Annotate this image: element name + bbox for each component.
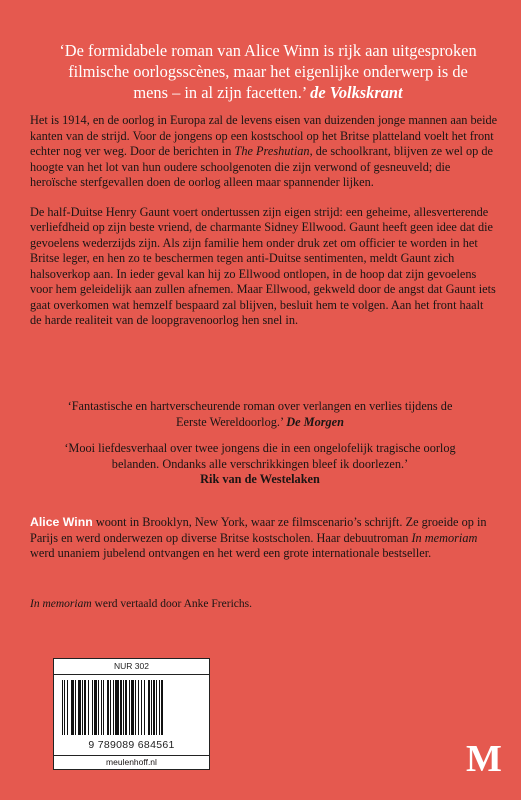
featured-quote-text: ‘De formidabele roman van Alice Winn is rijk aan uitgesproken filmische oorlogsscènes, maar het eigenlijke onderwerp is de mens – in al zijn facetten.’ bbox=[59, 41, 477, 102]
author-name: Alice Winn bbox=[30, 515, 93, 529]
author-bio-text-a: woont in Brooklyn, New York, waar ze filmscenario’s schrijft. Ze groeide op in Parijs en werd onderwezen op diverse Britse kostscholen. Haar debuutroman bbox=[30, 515, 487, 545]
featured-review-quote bbox=[58, 40, 478, 103]
author-bio bbox=[30, 515, 498, 562]
featured-quote-source: de Volkskrant bbox=[310, 83, 403, 102]
synopsis bbox=[30, 113, 498, 329]
synopsis-paragraph-2: De half-Duitse Henry Gaunt voert ondertussen zijn eigen strijd: een geheime, allesverterende verliefdheid op zijn beste vriend, de charmante Sidney Ellwood. Gaunt heeft geen idee dat die gevoelens wederzijds zijn. Als zijn familie hem onder druk zet om officier te worden in het Britse leger, en hen zo te beschermen tegen anti-Duitse sentimenten, meldt Gaunt zich halsoverkop aan. In ieder geval kan hij zo Ellwood ontlopen, in de hoop dat zijn gevoelens voor hem geleidelijk aan zullen afnemen. Maar Ellwood, gekweld door de angst dat Gaunt iets gaat overkomen wat hemzelf bespaard zal blijven, besluit hem te volgen. Aan het front haalt de harde realiteit van de loopgravenoorlog hen snel in. bbox=[30, 204, 496, 327]
review-blurb-1-source: De Morgen bbox=[286, 414, 344, 429]
publisher-website: meulenhoff.nl bbox=[54, 755, 209, 769]
nur-code: NUR 302 bbox=[54, 659, 209, 675]
translation-book-title: In memoriam bbox=[30, 598, 92, 610]
isbn-number: 9 789089 684561 bbox=[88, 739, 175, 751]
publisher-logo: M bbox=[466, 738, 502, 780]
synopsis-p1-text-a: Het is 1914, en de oorlog in Europa zal de levens eisen van duizenden jonge mannen aan beide kanten van de strijd. Voor de jongens op een kostschool op het Britse platteland voelt het front echter nog ver weg. Door de berichten in bbox=[30, 113, 498, 158]
translation-credit bbox=[30, 597, 498, 612]
review-blurb-2-source: Rik van de Westelaken bbox=[200, 472, 320, 486]
author-bio-book-title: In memoriam bbox=[411, 530, 478, 545]
barcode-box bbox=[53, 658, 210, 770]
author-bio-text-b: werd unaniem jubelend ontvangen en het werd een grote internationale bestseller. bbox=[30, 546, 432, 560]
translation-credit-text: werd vertaald door Anke Frerichs. bbox=[91, 598, 252, 610]
review-blurb-1 bbox=[60, 399, 460, 430]
review-blurb-2-text: ‘Mooi liefdesverhaal over twee jongens die in een ongelofelijk tragische oorlog belanden. Ondanks alle verschrikkingen bleef ik doorlezen.’ bbox=[64, 441, 456, 471]
synopsis-p1-text-b: , de schoolkrant, blijven ze wel op de hoogte van het lot van hun oudere schoolgenoten die zijn verwond of gesneuveld; die heroïsche sterfgevallen doen de oorlog alleen maar spannender lijken. bbox=[30, 144, 493, 189]
barcode-icon bbox=[62, 680, 201, 735]
synopsis-paragraph-1 bbox=[30, 113, 498, 191]
school-newspaper-title: The Preshutian bbox=[234, 144, 310, 158]
review-blurb-1-text: ‘Fantastische en hartverscheurende roman over verlangen en verlies tijdens de Eerste Wereldoorlog.’ bbox=[67, 399, 453, 429]
review-blurb-2 bbox=[40, 441, 480, 488]
